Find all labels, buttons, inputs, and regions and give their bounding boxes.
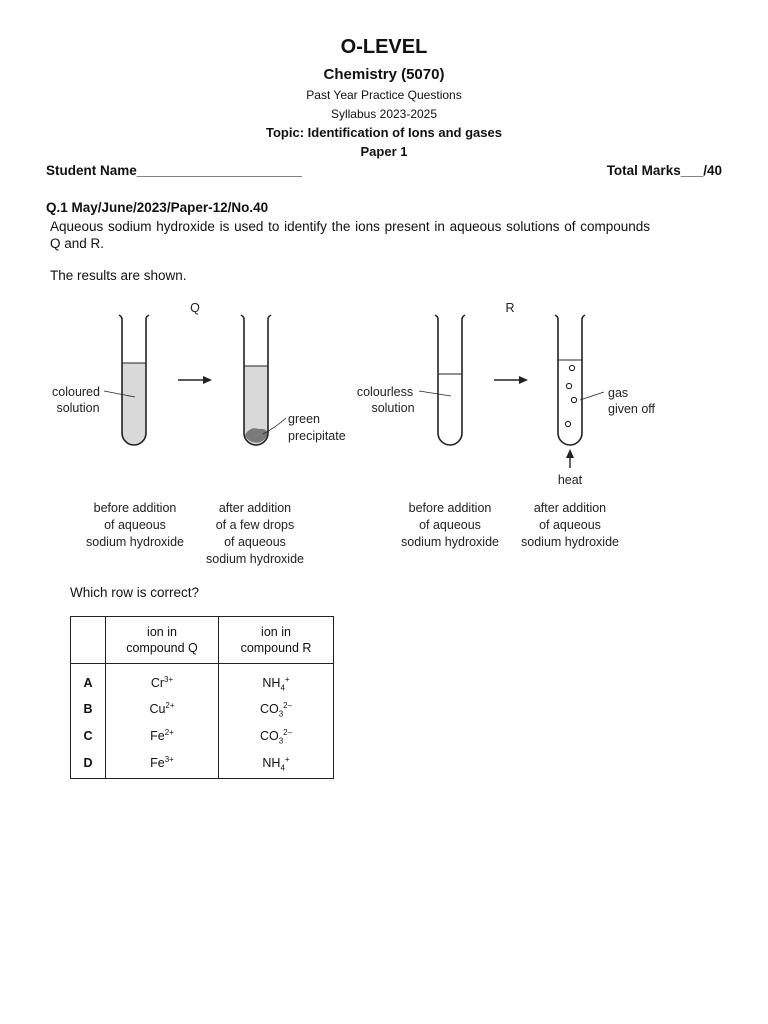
label-gas-given-off: given off	[608, 402, 656, 416]
gas-bubble	[565, 421, 570, 426]
question-prompt: Which row is correct?	[70, 585, 200, 600]
solution-fill	[122, 363, 146, 445]
question-heading: Q.1 May/June/2023/Paper-12/No.40	[46, 200, 269, 215]
test-tube-4	[555, 315, 585, 445]
option-letter: D	[71, 749, 106, 779]
caption-2-line-4: sodium hydroxide	[206, 552, 304, 566]
caption-4-line-1: after addition	[533, 501, 607, 515]
label-r: R	[505, 301, 515, 315]
table-row	[71, 749, 334, 779]
ion-q: $Fe^{2+}$	[106, 722, 219, 749]
gas-bubble	[566, 383, 571, 388]
caption-3-line-2: of aqueous	[419, 518, 481, 532]
table-row	[71, 695, 334, 722]
student-name-field: Student Name______________________	[46, 163, 302, 178]
test-tube-diagram	[0, 290, 768, 580]
caption-4-line-3: sodium hydroxide	[521, 535, 619, 549]
ion-q: $Fe^{3+}$	[106, 749, 219, 779]
label-heat: heat	[557, 473, 583, 487]
caption-1-line-1: before addition	[93, 501, 177, 515]
caption-4-line-2: of aqueous	[539, 518, 601, 532]
total-marks-field: Total Marks___/40	[606, 163, 722, 178]
label-q: Q	[190, 301, 200, 315]
ion-q: $Cu^{2+}$	[106, 695, 219, 722]
option-letter: A	[71, 664, 106, 696]
results-intro: The results are shown.	[50, 268, 187, 283]
subject-title: Chemistry (5070)	[323, 66, 445, 83]
caption-3-line-1: before addition	[408, 501, 492, 515]
heat-arrow	[566, 449, 574, 468]
answer-table	[70, 616, 334, 779]
caption-1-line-3: sodium hydroxide	[86, 535, 184, 549]
header-q-line-2: compound Q	[126, 641, 198, 655]
header-q-line-1: ion in	[147, 625, 177, 639]
arrow-q	[178, 376, 212, 384]
topic-line: Topic: Identification of Ions and gases	[266, 125, 502, 140]
header-r-line-2: compound R	[240, 641, 312, 655]
label-green-precipitate: precipitate	[288, 429, 346, 443]
table-header-q	[106, 617, 219, 664]
table-header-row	[71, 617, 334, 664]
test-tube-2	[241, 315, 271, 445]
syllabus-line: Syllabus 2023-2025	[330, 107, 438, 121]
test-tube-1	[119, 315, 149, 445]
ion-q: $Cr^{3+}$	[106, 664, 219, 696]
gas-bubble	[571, 397, 576, 402]
caption-2-line-1: after addition	[218, 501, 292, 515]
table-row	[71, 664, 334, 696]
table-row	[71, 722, 334, 749]
caption-2-line-2: of a few drops	[215, 518, 295, 532]
question-text: Aqueous sodium hydroxide is used to identify the ions present in aqueous solutions of compounds Q and R.	[50, 219, 650, 251]
label-coloured-solution: solution	[56, 401, 100, 415]
practice-subtitle: Past Year Practice Questions	[306, 88, 462, 102]
caption-2-line-3: of aqueous	[224, 535, 286, 549]
table-header-r	[219, 617, 334, 664]
caption-3-line-3: sodium hydroxide	[401, 535, 499, 549]
label-coloured: coloured	[52, 385, 100, 399]
page-title: O-LEVEL	[340, 36, 428, 58]
header-r-line-1: ion in	[261, 625, 291, 639]
label-colourless: colourless	[356, 385, 414, 399]
test-tube-3	[435, 315, 465, 445]
ion-r: $NH_4^+$	[219, 749, 334, 779]
label-colourless-solution: solution	[371, 401, 415, 415]
gas-bubble	[569, 365, 574, 370]
caption-1-line-2: of aqueous	[104, 518, 166, 532]
ion-r: $NH_4^+$	[219, 664, 334, 696]
option-letter: C	[71, 722, 106, 749]
label-green: green	[288, 412, 320, 426]
paper-line: Paper 1	[360, 144, 408, 159]
arrow-r	[494, 376, 528, 384]
table-header-blank	[71, 617, 106, 664]
ion-r: $CO_3^{2-}$	[219, 695, 334, 722]
option-letter: B	[71, 695, 106, 722]
ion-r: $CO_3^{2-}$	[219, 722, 334, 749]
label-gas: gas	[608, 386, 629, 400]
